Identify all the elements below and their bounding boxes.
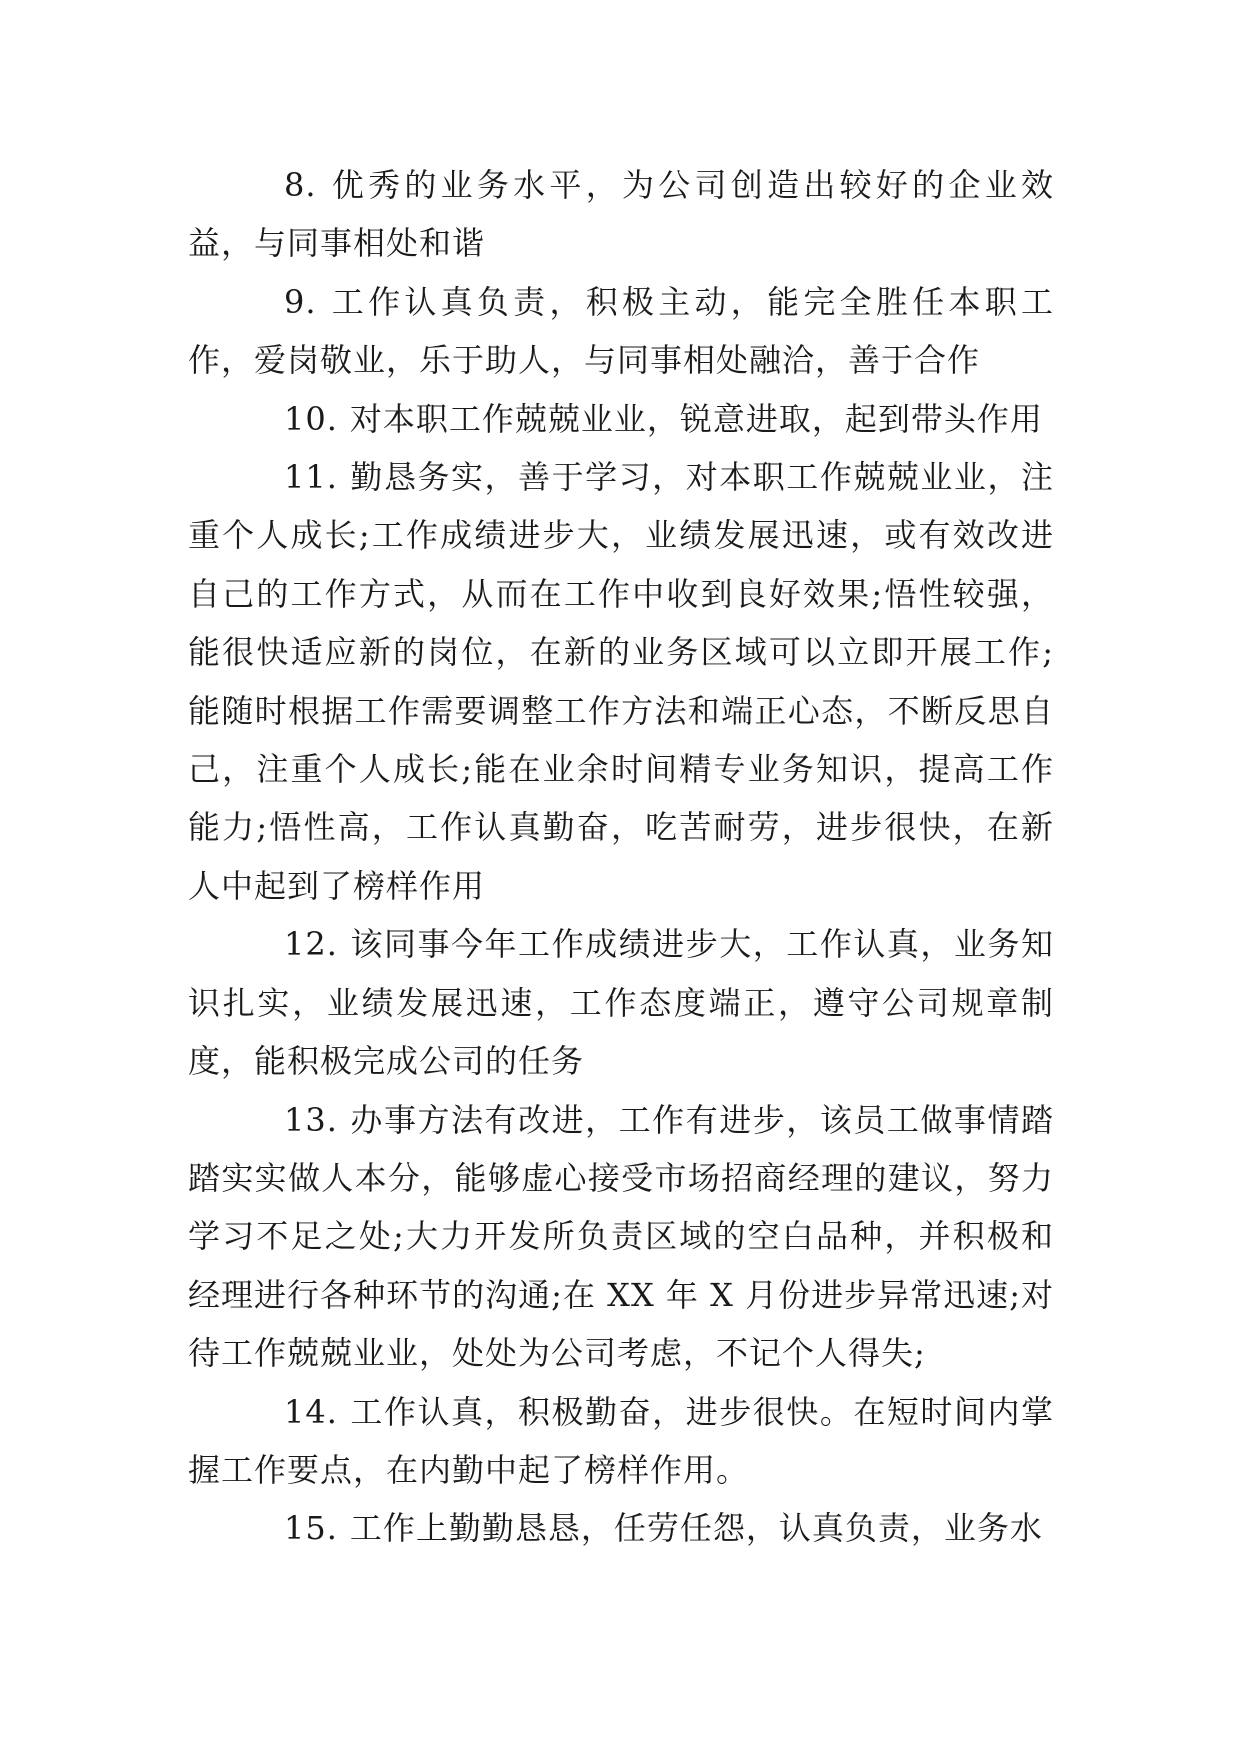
paragraph-10 xyxy=(188,390,1054,448)
paragraph-text: 办事方法有改进，工作有进步，该员工做事情踏踏实实做人本分，能够虚心接受市场招商经理的建议，努力学习不足之处;大力开发所负责区域的空白品种，并积极和经理进行各种环节的沟通;在 XX 年 X 月份进步异常迅速;对待工作兢兢业业，处处为公司考虑，不记个人得失; xyxy=(188,1100,1054,1373)
paragraph-number: 15. xyxy=(284,1509,338,1548)
paragraph-text: 该同事今年工作成绩进步大，工作认真，业务知识扎实，业绩发展迅速，工作态度端正，遵守公司规章制度，能积极完成公司的任务 xyxy=(188,925,1054,1081)
paragraph-14 xyxy=(188,1383,1054,1500)
paragraph-number: 12. xyxy=(284,925,338,964)
document-body xyxy=(188,156,1054,1558)
paragraph-text: 工作上勤勤恳恳，任劳任怨，认真负责，业务水 xyxy=(349,1509,1043,1548)
paragraph-text: 对本职工作兢兢业业，锐意进取，起到带头作用 xyxy=(349,399,1043,438)
paragraph-number: 11. xyxy=(284,458,338,497)
paragraph-text: 工作认真负责，积极主动，能完全胜任本职工作，爱岗敬业，乐于助人，与同事相处融洽，善于合作 xyxy=(188,282,1054,380)
paragraph-8 xyxy=(188,156,1054,273)
paragraph-12 xyxy=(188,915,1054,1090)
paragraph-text: 工作认真，积极勤奋，进步很快。在短时间内掌握工作要点，在内勤中起了榜样作用。 xyxy=(188,1392,1054,1489)
paragraph-number: 10. xyxy=(284,399,338,438)
paragraph-15 xyxy=(188,1499,1054,1557)
paragraph-text: 优秀的业务水平，为公司创造出较好的企业效益，与同事相处和谐 xyxy=(188,166,1054,263)
paragraph-number: 8. xyxy=(284,166,317,204)
paragraph-number: 13. xyxy=(284,1100,338,1139)
paragraph-text: 勤恳务实，善于学习，对本职工作兢兢业业，注重个人成长;工作成绩进步大，业绩发展迅速，或有效改进自己的工作方式，从而在工作中收到良好效果;悟性较强，能很快适应新的岗位，在新的业务区域可以立即开展工作;能随时根据工作需要调整工作方法和端正心态，不断反思自己，注重个人成长;能在业余时间精专业务知识，提高工作能力;悟性高，工作认真勤奋，吃苦耐劳，进步很快，在新人中起到了榜样作用 xyxy=(188,458,1054,905)
paragraph-number: 9. xyxy=(284,282,317,321)
paragraph-9 xyxy=(188,273,1054,390)
paragraph-11 xyxy=(188,448,1054,915)
paragraph-13 xyxy=(188,1091,1054,1383)
paragraph-number: 14. xyxy=(284,1392,338,1431)
